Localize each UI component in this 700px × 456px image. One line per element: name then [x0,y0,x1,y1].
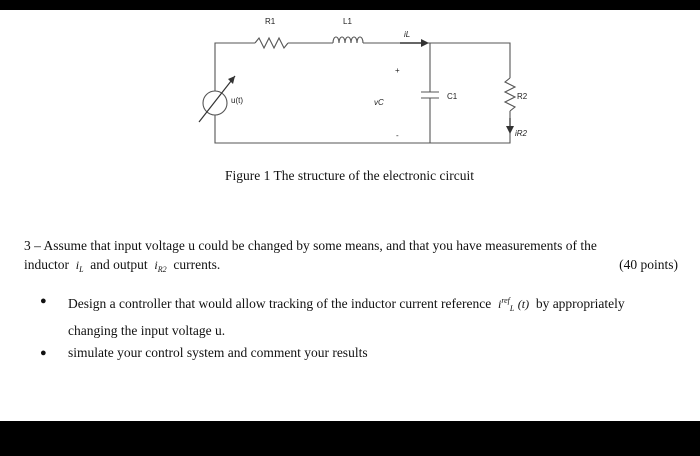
label-plus: + [395,66,400,75]
question-prefix: inductor [24,257,69,272]
bullet-dot-icon: ● [40,295,47,307]
list-item [40,342,690,364]
label-u: u(t) [231,96,243,105]
reference-current-symbol: i [497,297,502,311]
question-block [24,236,680,279]
bullet-1-line-2: changing the input voltage u. [68,323,226,338]
label-ir2: iR2 [515,129,528,138]
output-current-symbol: i [154,258,158,272]
inductor-l1 [333,37,363,43]
reference-argument: (t) [517,297,530,311]
bullet-2-text: simulate your control system and comment your results [68,345,368,360]
ir2-arrow-icon [506,126,514,134]
inductor-current-subscript: L [79,265,84,274]
question-mid: and output [90,257,148,272]
wire-top-left [215,43,255,91]
reference-subscript: L [509,304,515,313]
bullet-1-suffix: by appropriately [535,296,625,311]
bullet-1-prefix: Design a controller that would allow tracking of the inductor current reference [68,296,492,311]
figure-caption: Figure 1 The structure of the electronic circuit [225,168,475,183]
label-vc: vC [374,98,384,107]
bottom-black-bar [0,421,700,456]
question-line-2 [24,255,680,279]
points-label: (40 points) [619,257,678,272]
label-r2: R2 [517,92,528,101]
question-text-1: 3 – Assume that input voltage u could be changed by some means, and that you have measurements of the [24,238,597,253]
reference-superscript: ref [501,296,510,305]
label-c1: C1 [447,92,458,101]
bullet-list [40,290,690,364]
list-item [40,290,690,342]
il-arrow-icon [421,39,429,47]
question-line-1 [24,236,680,255]
top-black-bar [0,0,700,10]
label-minus: - [396,131,399,140]
label-r1: R1 [265,17,276,26]
bullet-dot-icon: ● [40,347,47,359]
label-l1: L1 [343,17,352,26]
resistor-r1 [255,38,288,48]
label-il: iL [404,30,411,39]
inductor-current-symbol: i [75,258,80,272]
output-current-subscript: R2 [157,265,167,274]
circuit-diagram [185,12,535,162]
resistor-r2 [505,78,515,111]
question-suffix: currents. [173,257,221,272]
